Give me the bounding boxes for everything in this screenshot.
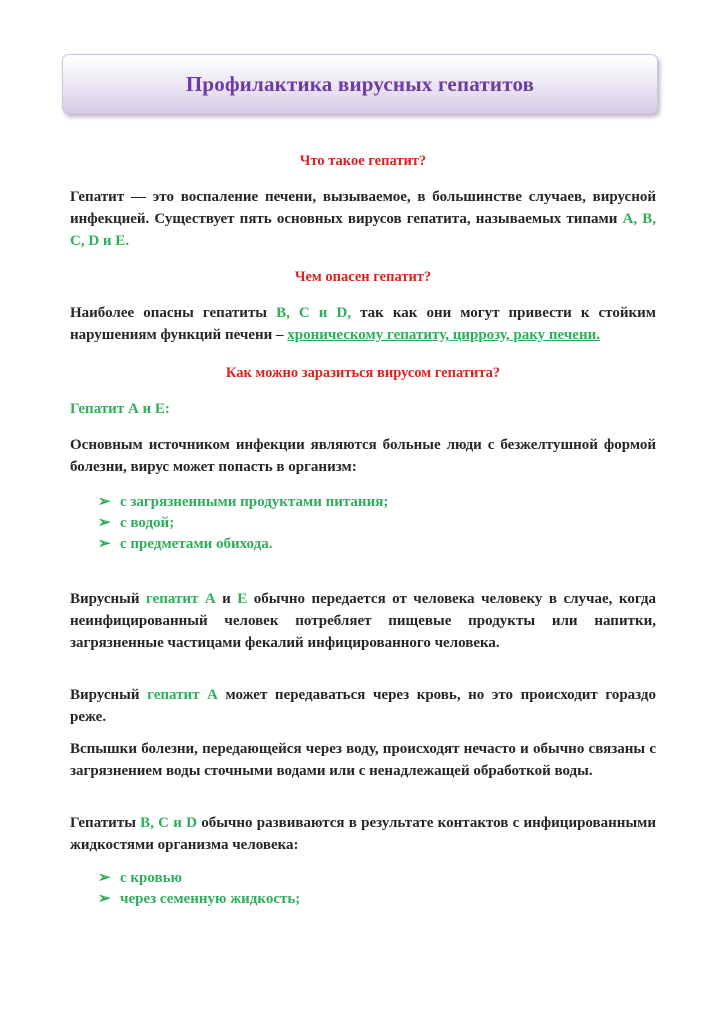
paragraph-a-e-transmission: Вирусный гепатит А и Е обычно передается от человека человеку в случае, когда неинфицированный человек потребляет пищевые продукты или напитки, загрязненные частицами фекалий инфицированного человека. (70, 591, 656, 651)
consequences-link-text: хроническому гепатиту, циррозу, раку печени. (287, 327, 600, 343)
danger-text-b: так как они могут привести к стойким нарушениям функций печени – (70, 305, 656, 343)
title-banner (62, 54, 658, 114)
question-what-is-hepatitis: Что такое гепатит? (299, 153, 427, 169)
danger-types: B, C и D, (276, 305, 352, 321)
list-item: ➢ с загрязненными продуктами питания; (98, 492, 656, 513)
list-item: ➢ с кровью (98, 868, 656, 889)
paragraph-outbreaks: Вспышки болезни, передающейся через воду, происходят нечасто и обычно связаны с загрязнением воды сточными водами или с ненадлежащей обработкой воды. (70, 741, 656, 779)
arrow-bullet-icon: ➢ (98, 891, 111, 907)
arrow-bullet-icon: ➢ (98, 515, 111, 531)
paragraph-a-blood: Вирусный гепатит А может передаваться через кровь, но это происходит гораздо реже. (70, 687, 656, 725)
arrow-bullet-icon: ➢ (98, 870, 111, 886)
list-item: ➢ с водой; (98, 513, 656, 534)
paragraph-definition (70, 186, 656, 252)
paragraph-infection-source: Основным источником инфекции являются больные люди с безжелтушной формой болезни, вирус может попасть в организм: (70, 437, 656, 475)
list-fluids (70, 868, 656, 910)
list-item: ➢ через семенную жидкость; (98, 889, 656, 910)
definition-text: Гепатит — это воспаление печени, вызываемое, в большинстве случаев, вирусной инфекцией. Существует пять основных вирусов гепатита, называемых типами (70, 189, 656, 227)
danger-text-a: Наиболее опасны гепатиты (70, 305, 277, 321)
paragraph-b-c-d: Гепатиты В, С и D обычно развиваются в результате контактов с инфицированными жидкостями организма человека: (70, 815, 657, 853)
arrow-bullet-icon: ➢ (98, 494, 111, 510)
paragraph-danger (70, 302, 656, 346)
document-body (70, 150, 656, 910)
list-transmission-ways (70, 492, 656, 555)
virus-types: A, B, C, D и E. (70, 211, 656, 249)
subheading-hepatitis-a-e: Гепатит А и Е: (70, 401, 170, 417)
page-title: Профилактика вирусных гепатитов (185, 71, 535, 96)
list-item: ➢ с предметами обихода. (98, 534, 656, 555)
arrow-bullet-icon: ➢ (98, 536, 111, 552)
question-how-infected: Как можно заразиться вирусом гепатита? (225, 365, 501, 381)
question-danger: Чем опасен гепатит? (294, 269, 432, 285)
